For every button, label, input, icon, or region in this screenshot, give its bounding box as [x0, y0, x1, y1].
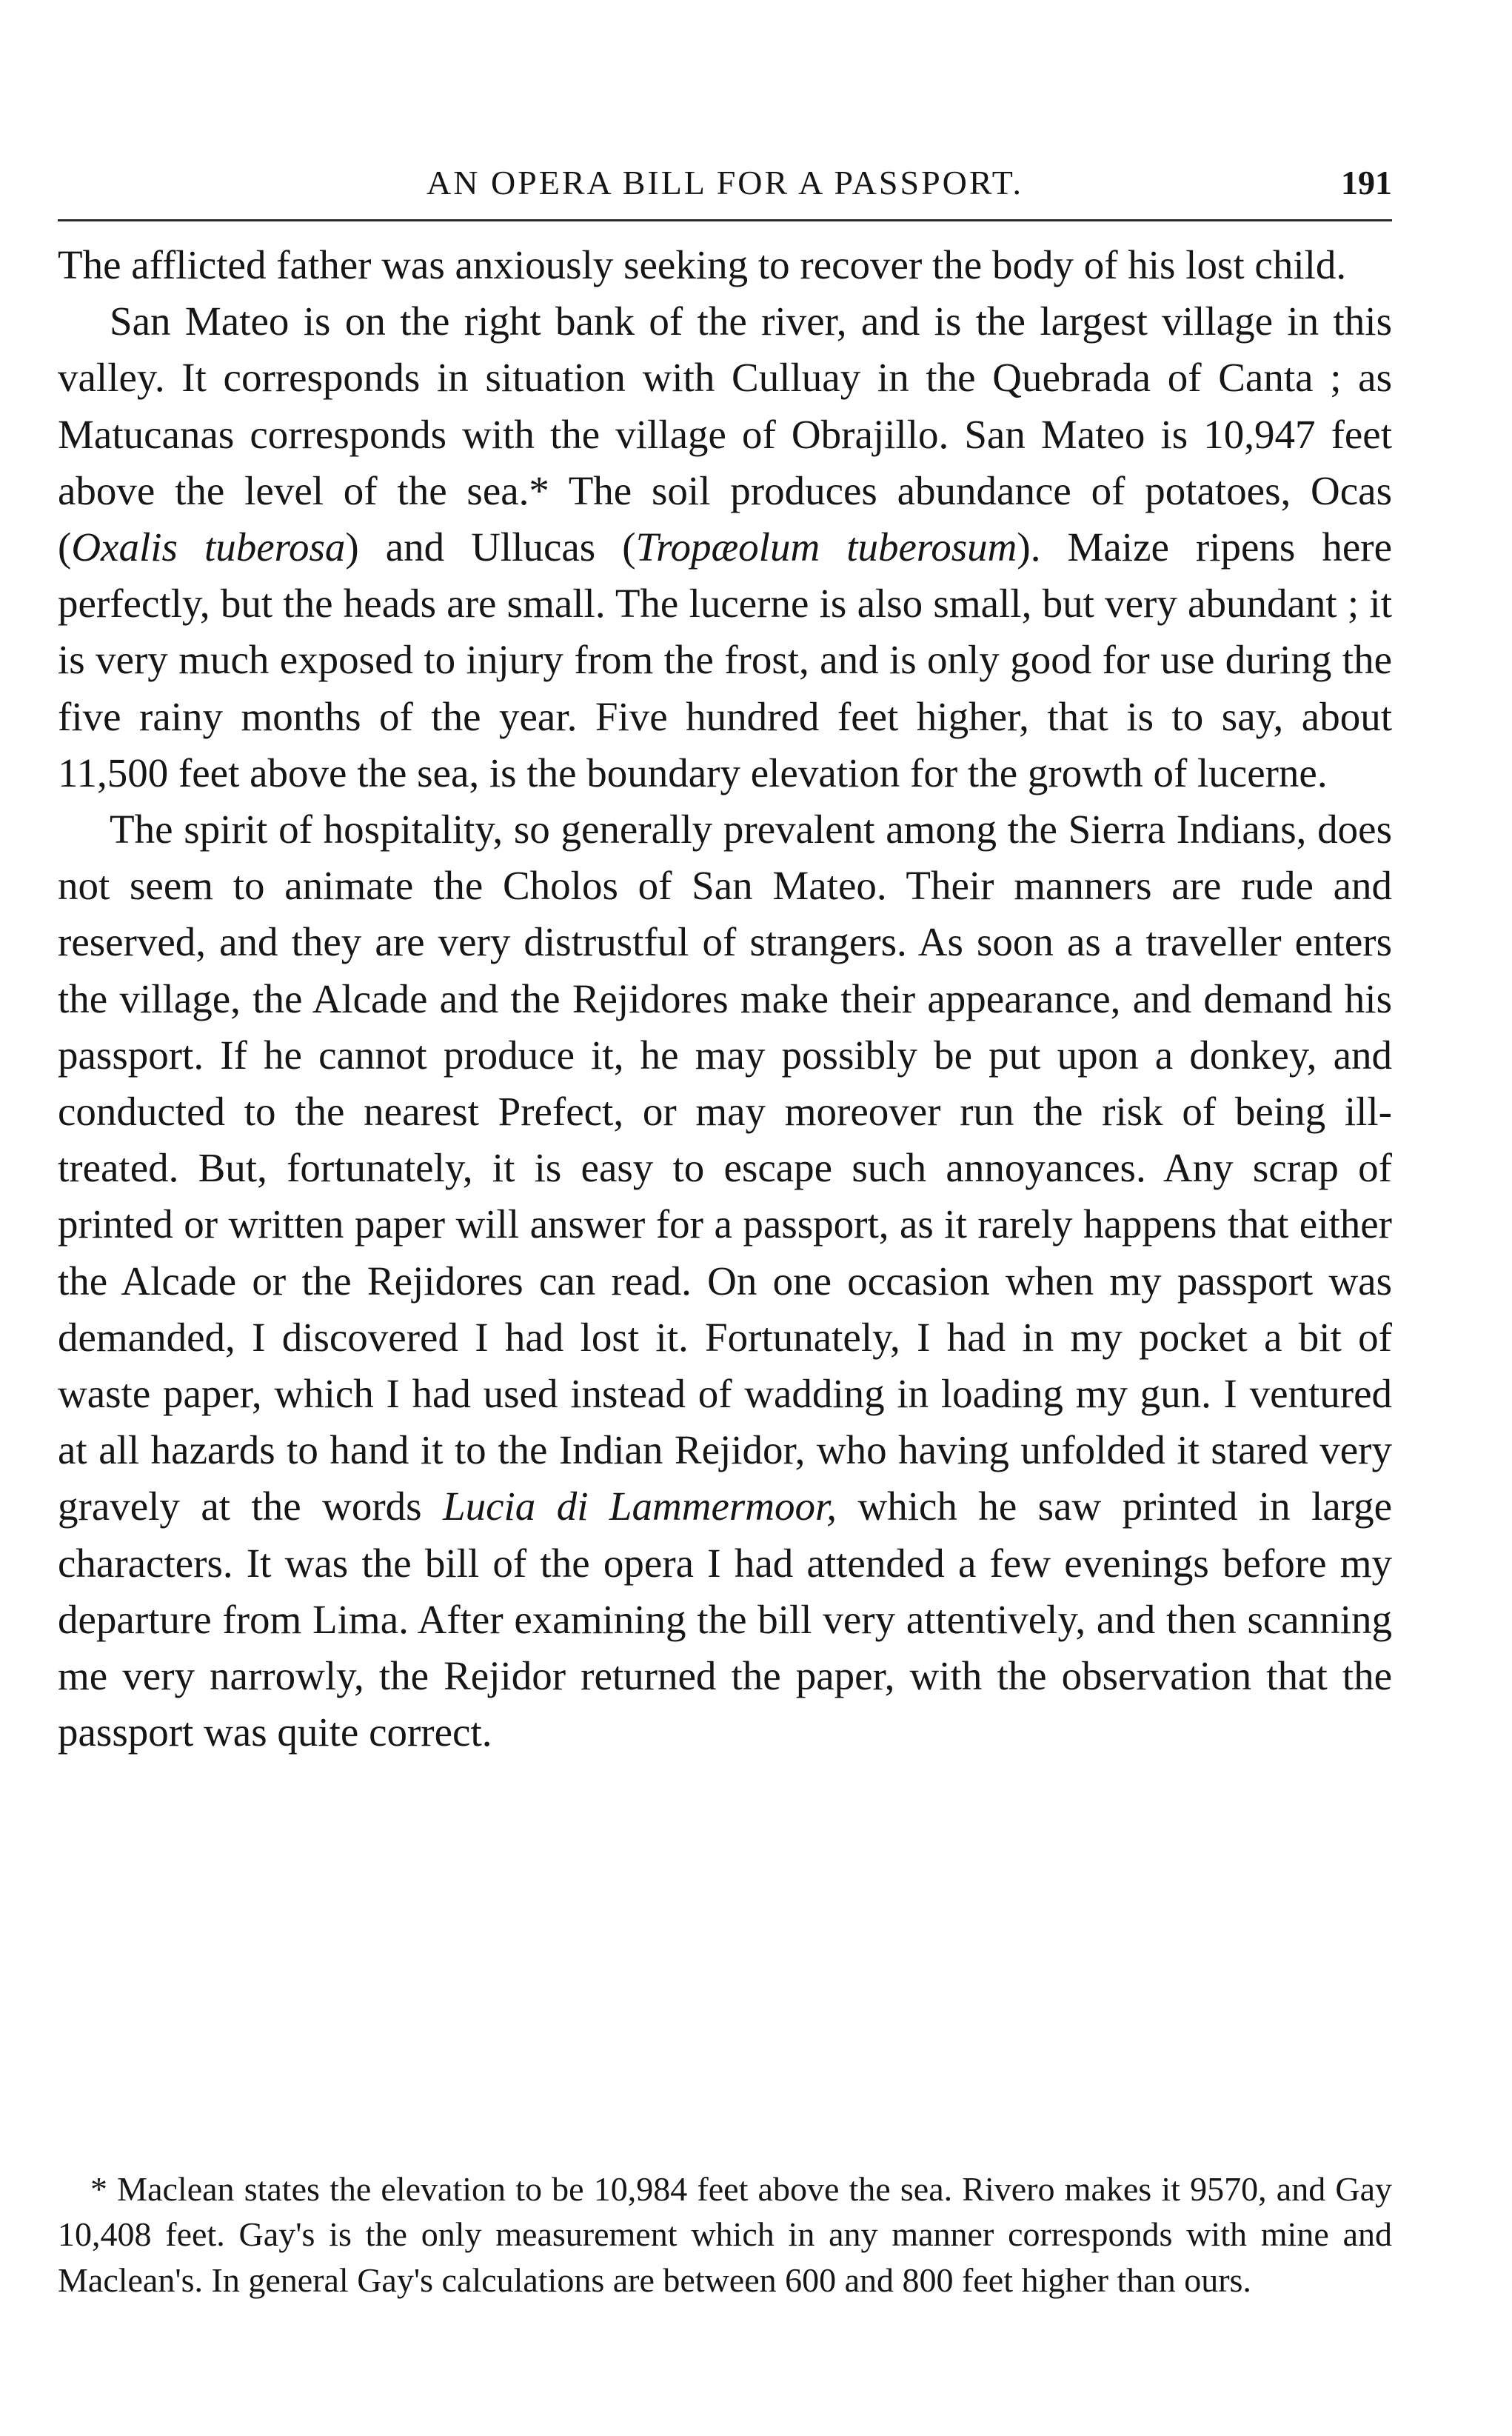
- species-name-oxalis: Oxalis tuberosa: [71, 524, 346, 570]
- running-head: [58, 157, 1392, 209]
- body-text: [58, 237, 1392, 1761]
- paragraph-2-text: ) and Ullucas (: [345, 524, 636, 570]
- opera-title: Lucia di Lammermoor,: [442, 1484, 837, 1529]
- paragraph-3-text: The spirit of hospitality, so generally prevalent among the Sierra Indians, does not seem to animate the Cholos of San Mateo. Their manners are rude and reserved, and they are very distrustful of strangers. As soon as a traveller enters the village, the Alcade and the Rejidores make their appearance, and demand his passport. If he cannot produce it, he may possibly be put upon a donkey, and conducted to the nearest Prefect, or may moreover run the risk of being ill-treated. But, fortunately, it is easy to escape such annoyances. Any scrap of printed or written paper will answer for a passport, as it rarely happens that either the Alcade or the Rejidores can read. On one occasion when my passport was demanded, I discovered I had lost it. Fortunately, I had in my pocket a bit of waste paper, which I had used instead of wadding in loading my gun. I ventured at all hazards to hand it to the Indian Rejidor, who having unfolded it stared very gravely at the words: [58, 807, 1392, 1529]
- paragraph-3-text: which he saw printed in large characters. It was the bill of the opera I had attended a few evenings before my departure from Lima. After examining the bill very attentively, and then scanning me very narrowly, the Rejidor returned the paper, with the observation that the passport was quite correct.: [58, 1484, 1393, 1755]
- footnote: * Maclean states the elevation to be 10,984 feet above the sea. Rivero makes it 9570, and Gay 10,408 feet. Gay's is the only measurement which in any manner corresponds with mine and Maclean's. In general Gay's calculations are between 600 and 800 feet higher than ours.: [58, 2170, 1392, 2299]
- paragraph-2-text: ). Maize ripens here perfectly, but the heads are small. The lucerne is also small, but very abundant ; it is very much exposed to injury from the frost, and is only good for use during the five rainy months of the year. Five hundred feet higher, that is to say, about 11,500 feet above the sea, is the boundary elevation for the growth of lucerne.: [58, 524, 1392, 795]
- paragraph-2-text: San Mateo is on the right bank of the river, and is the largest village in this valley. It corresponds in situation with Culluay in the Quebrada of Canta ; as Matucanas corresponds with the village of Obrajillo. San Mateo is 10,947 feet above the level of the sea.* The soil produces abundance of potatoes, Ocas (: [58, 298, 1392, 570]
- paragraph-2: [58, 293, 1392, 801]
- paragraph-1: [58, 237, 1392, 293]
- paragraph-3: [58, 801, 1392, 1761]
- page-number: 191: [1341, 164, 1392, 201]
- header-rule: [58, 219, 1392, 221]
- species-name-tropaeolum: Tropæolum tuberosum: [635, 524, 1017, 570]
- paragraph-1-text: The afflicted father was anxiously seeking to recover the body of his lost child.: [58, 242, 1347, 287]
- running-title: AN OPERA BILL FOR A PASSPORT.: [426, 164, 1023, 201]
